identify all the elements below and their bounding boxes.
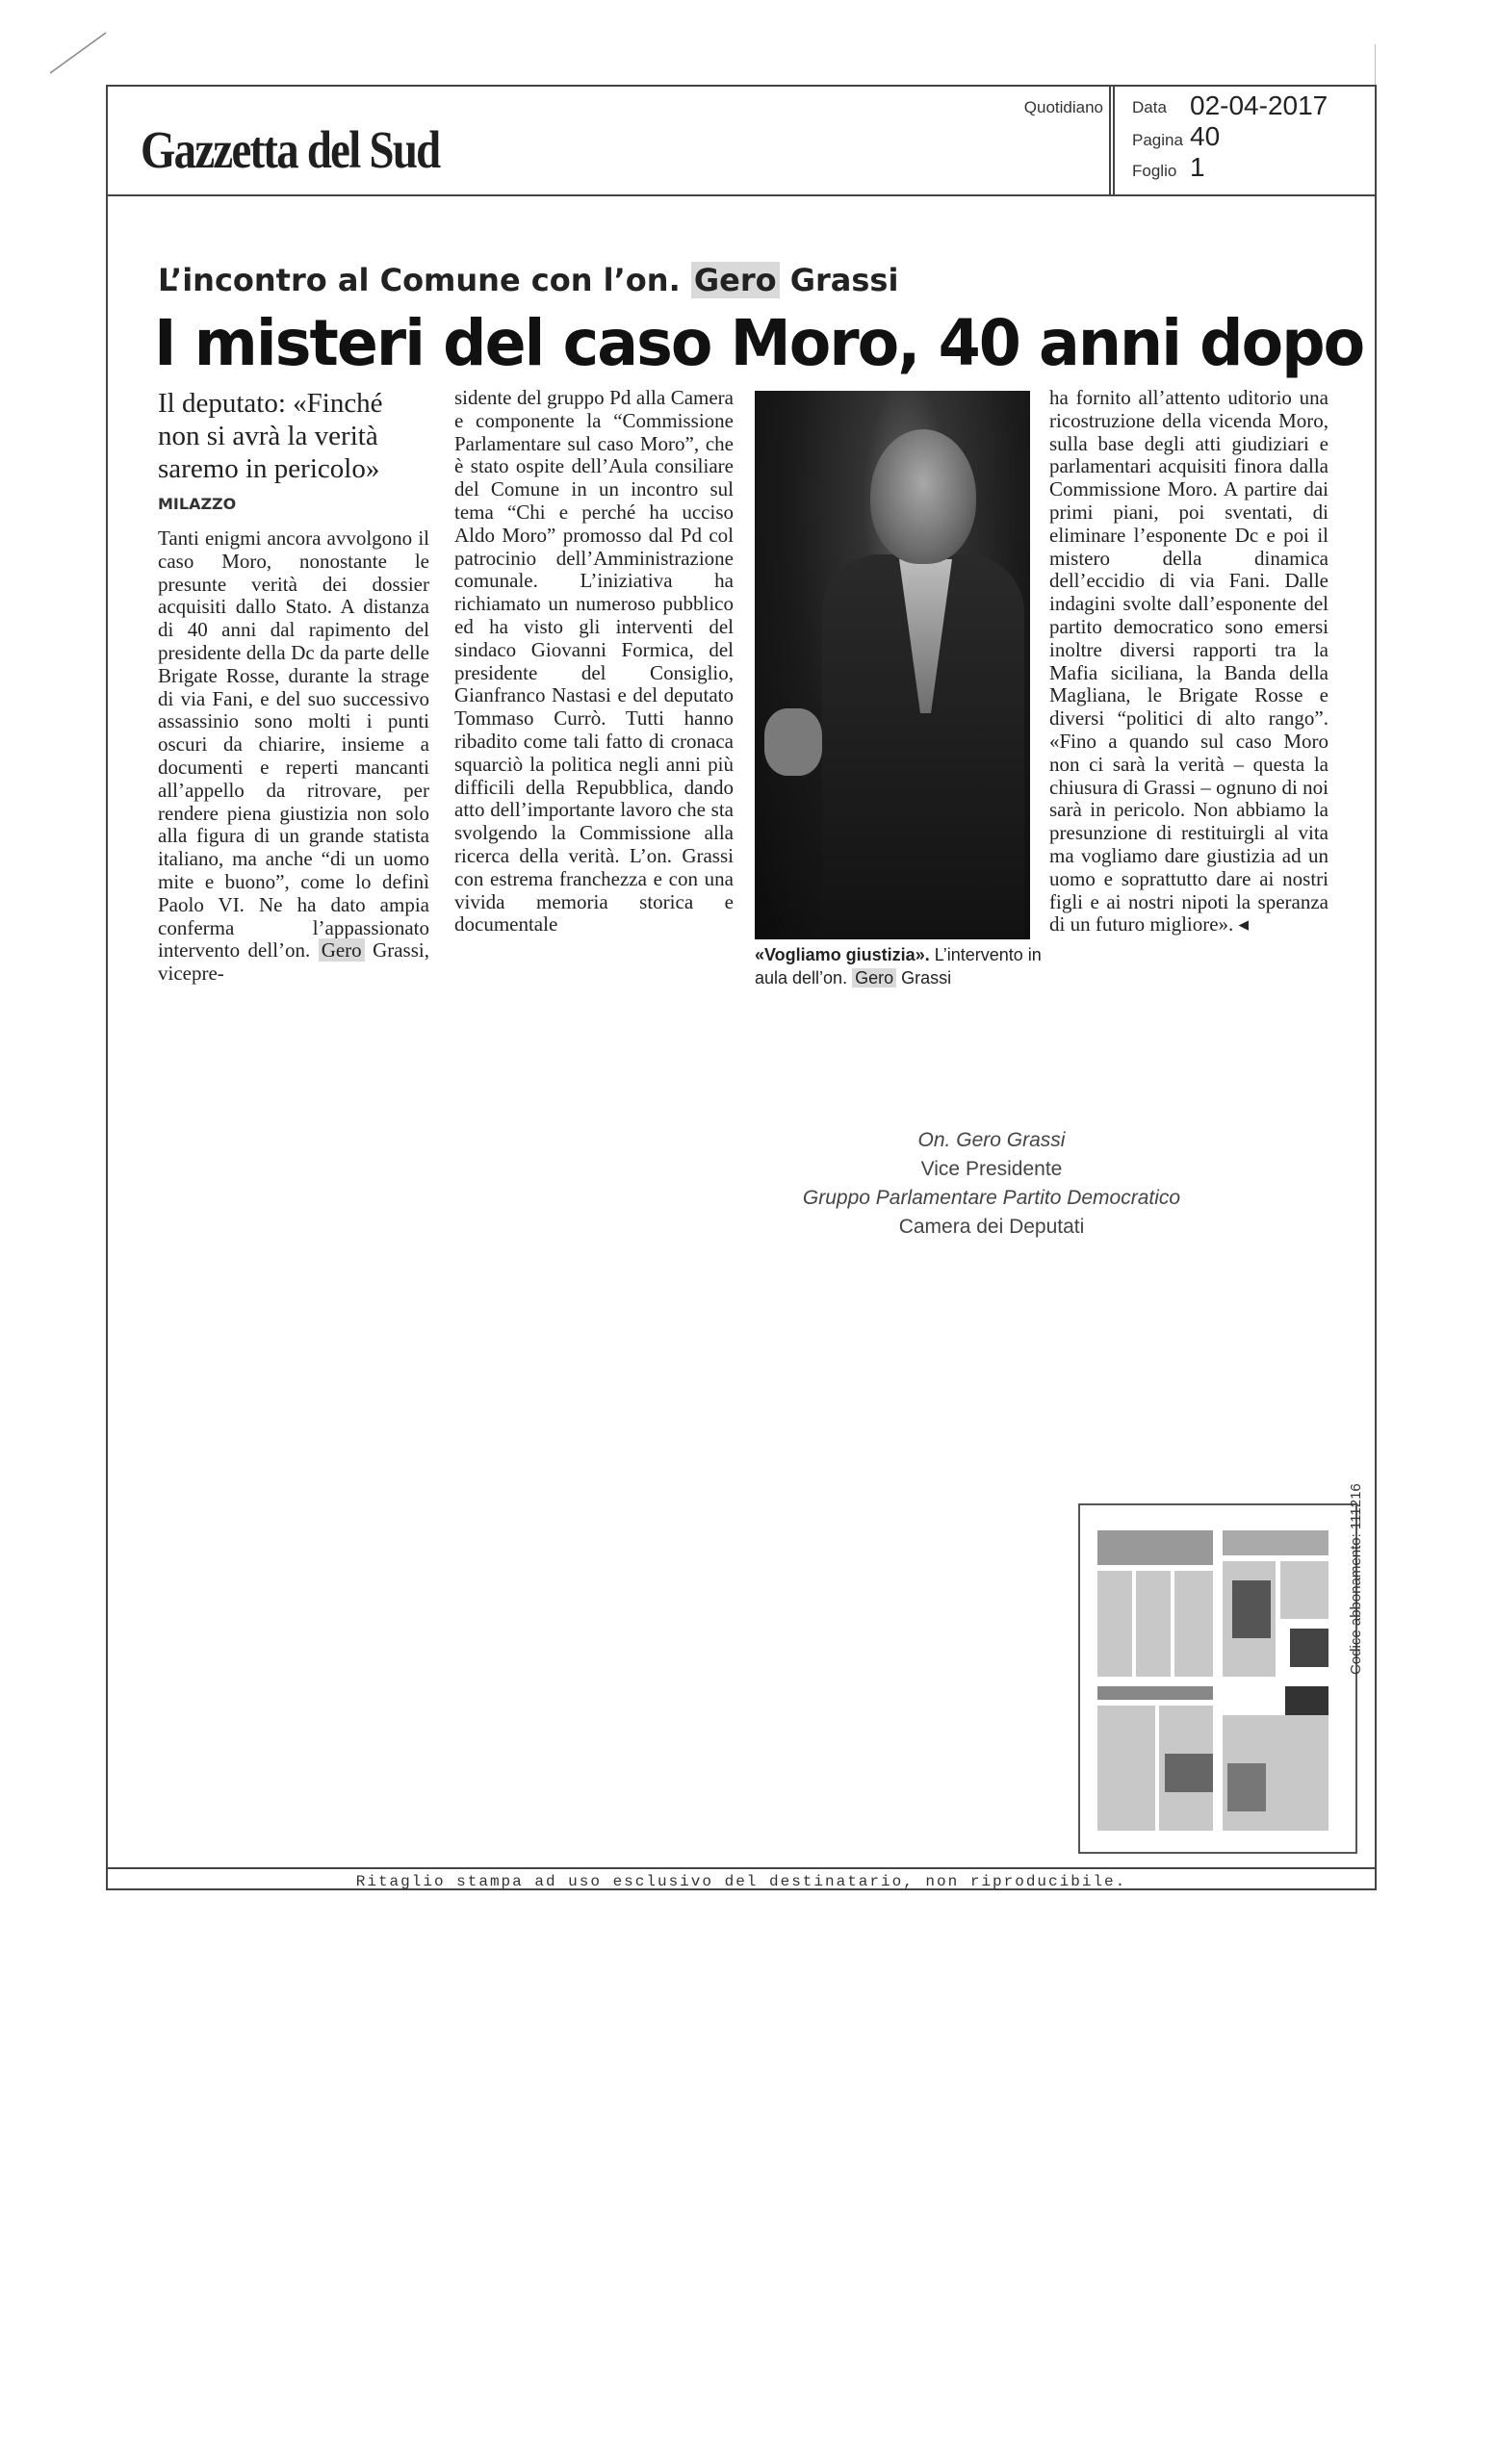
article-dateline: MILAZZO bbox=[158, 495, 237, 513]
column-1-text-end: Grassi, vicepre- bbox=[158, 938, 429, 986]
kicker-highlight: Gero bbox=[691, 262, 780, 298]
kicker-text-end: Grassi bbox=[789, 262, 899, 298]
meta-label-date: Data bbox=[1132, 98, 1167, 116]
clipping-disclaimer: Ritaglio stampa ad uso esclusivo del destinatario, non riproducibile. bbox=[355, 1873, 1127, 1890]
header-separator bbox=[1109, 87, 1115, 194]
signature-chamber: Camera dei Deputati bbox=[898, 1216, 1085, 1238]
photo-figure-hand bbox=[764, 708, 822, 776]
meta-value-date: 02-04-2017 bbox=[1190, 90, 1328, 120]
page-thumbnail bbox=[1078, 1503, 1357, 1854]
column-1-highlight: Gero bbox=[319, 938, 365, 962]
thumbnail-graphic bbox=[1097, 1523, 1338, 1836]
article-photo bbox=[755, 391, 1030, 939]
article-kicker bbox=[158, 262, 898, 298]
signature-name: On. Gero Grassi bbox=[917, 1129, 1066, 1151]
publication-type: Quotidiano bbox=[1023, 98, 1103, 116]
photo-caption bbox=[755, 943, 1044, 989]
meta-label-sheet: Foglio bbox=[1132, 162, 1177, 180]
photo-figure-head bbox=[870, 429, 976, 564]
article-column-3: ha fornito all’attento uditorio una ricostruzione della vicenda Moro, sulla base degli atti giudiziari e parlamentari acquisiti finora dalla Commissione Moro. A partire dai primi piani, poi sventati, di eliminare l’esponente Dc e poi il mistero della dinamica dell’eccidio di via Fani. Dalle indagini svolte dall’esponente del partito democratico sono emersi inoltre diversi rapporti tra la Mafia siciliana, la Banda della Magliana, le Brigate Rosse e diversi “politici di alto rango”. «Fino a quando sul caso Moro non ci sarà la verità – questa la chiusura di Grassi – ognuno di noi sarà in pericolo. Non abbiamo la presunzione di restituirgli al vita ma vogliamo dare giustizia ad un uomo e soprattutto dare ai nostri figli e ai nostri nipoti la speranza di un futuro migliore». ◂ bbox=[1049, 386, 1328, 937]
article-subhead: Il deputato: «Finché non si avrà la verità saremo in pericolo» bbox=[158, 388, 383, 484]
signature-block bbox=[751, 1126, 1232, 1242]
signature-group: Gruppo Parlamentare Partito Democratico bbox=[802, 1187, 1181, 1209]
caption-highlight: Gero bbox=[852, 968, 896, 988]
caption-text: L’intervento in aula dell’on. bbox=[755, 945, 1042, 988]
article-column-1 bbox=[158, 527, 429, 986]
article-column-2: sidente del gruppo Pd alla Camera e componente la “Commissione Parlamentare sul caso Moro”, che è stato ospite dell’Aula consiliare del Comune in un incontro sul tema “Chi e perché ha ucciso Aldo Moro” promosso dal Pd col patrocinio dell’Amministrazione comunale. L’iniziativa ha richiamato un numeroso pubblico ed ha visto gli interventi del sindaco Giovanni Formica, del presidente del Consiglio, Gianfranco Nastasi e del deputato Tommaso Currò. Tutti hanno ribadito come tali fatto di cronaca squarciò la politica negli anni più difficili della Repubblica, dando atto dell’importante lavoro che sta svolgendo la Commissione alla ricerca della verità. L’on. Grassi con estrema franchezza e con una vivida memoria storica e documentale bbox=[454, 386, 734, 937]
caption-bold: «Vogliamo giustizia». bbox=[755, 945, 930, 964]
article-headline: I misteri del caso Moro, 40 anni dopo bbox=[154, 306, 1364, 380]
pen-mark bbox=[46, 29, 114, 77]
subscription-code: Codice abbonamento: 111216 bbox=[1348, 1483, 1364, 1675]
column-1-text: Tanti enigmi ancora avvolgono il caso Moro, nonostante le presunte verità dei dossier acquisiti dallo Stato. A distanza di 40 anni dal rapimento del presidente della Dc da parte delle Brigate Rosse, durante la strage di via Fani, e del suo successivo assassinio sono molti i punti oscuri da chiarire, insieme a documenti e reperti mancanti all’appello da ritrovare, per rendere piena giustizia non solo alla figura di un grande statista italiano, ma anche “di un uomo mite e buono”, come lo definì Paolo VI. Ne ha dato ampia conferma l’appassionato intervento dell’on. bbox=[158, 526, 429, 962]
clipping-header bbox=[106, 85, 1377, 196]
meta-value-sheet: 1 bbox=[1190, 152, 1205, 182]
newspaper-masthead: Gazzetta del Sud bbox=[141, 120, 440, 179]
meta-label-page: Pagina bbox=[1132, 131, 1183, 149]
caption-text-end: Grassi bbox=[901, 968, 952, 988]
signature-role: Vice Presidente bbox=[920, 1158, 1063, 1180]
meta-value-page: 40 bbox=[1190, 121, 1221, 151]
kicker-text: L’incontro al Comune con l’on. bbox=[158, 262, 681, 298]
